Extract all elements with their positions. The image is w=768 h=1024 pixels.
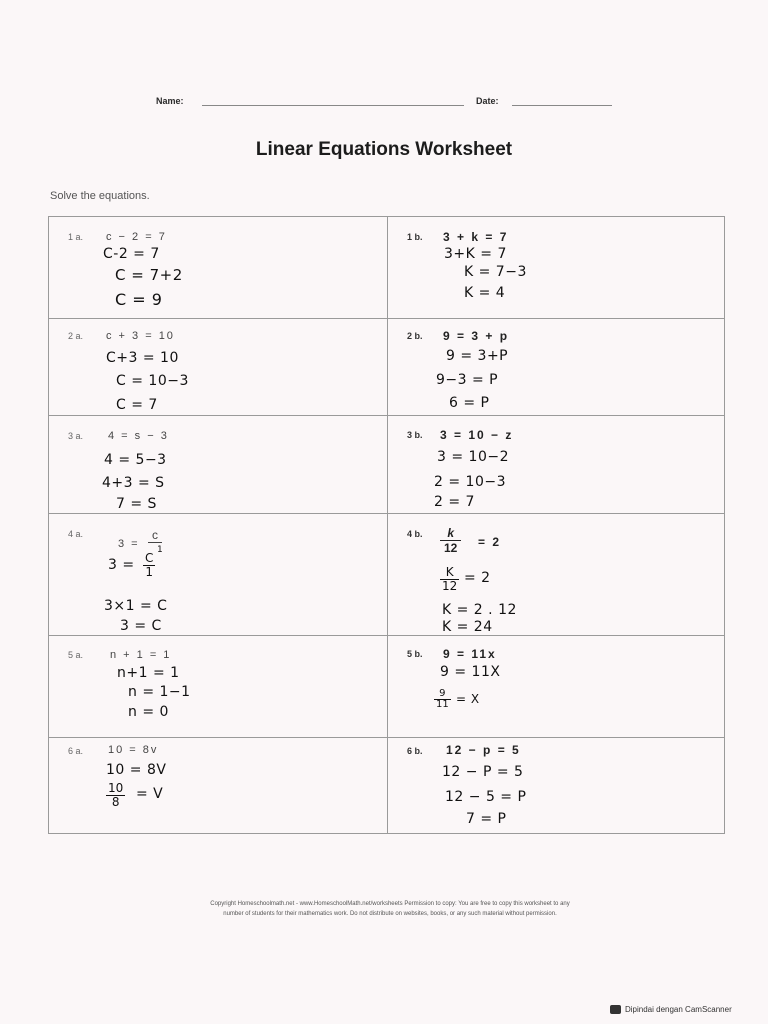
date-line [512,105,612,106]
grid-row-line [48,737,725,738]
camscanner-logo-icon [610,1005,621,1014]
problem-label: 4 b. [407,529,423,539]
equation-fraction [148,528,162,543]
problem-label: 6 a. [68,746,84,756]
handwritten-step: 3+K = 7 [444,246,507,262]
problem-label: 4 a. [68,529,84,539]
grid-divider [387,216,388,834]
handwritten-step: = V [136,786,164,802]
handwritten-step: 2 = 7 [434,494,475,510]
problem-equation: c + 3 = 10 [106,330,175,342]
problem-equation: n + 1 = 1 [110,649,172,661]
grid-row-line [48,415,725,416]
problem-label: 5 a. [68,650,84,660]
problem-label: 3 a. [68,431,84,441]
problem-label: 1 a. [68,232,84,242]
fraction-numerator: C [145,551,154,565]
problem-label: 6 b. [407,746,423,756]
fraction-numerator: 9 [434,689,451,700]
handwritten-fraction [440,566,459,593]
instructions: Solve the equations. [50,190,150,202]
handwritten-step: 9 = 11X [440,664,501,680]
handwritten-step: 9−3 = P [436,372,499,388]
handwritten-step: 3 = 10−2 [437,449,509,465]
handwritten-step: 3×1 = C [104,598,168,614]
handwritten-step: K = 24 [442,619,493,635]
equation-fraction [440,526,461,555]
handwritten-step: 7 = P [466,811,507,827]
problem-label: 5 b. [407,649,423,659]
problem-equation: 10 = 8v [108,744,159,756]
handwritten-step: 3 = C [120,618,162,634]
fraction-numerator: k [440,526,461,541]
problem-equation: 9 = 11x [443,647,497,661]
handwritten-step: 4+3 = S [102,475,165,491]
handwritten-step: 2 = 10−3 [434,474,506,490]
handwritten-step: K = 4 [464,285,506,301]
problem-equation: 3 + k = 7 [443,230,509,244]
date-label: Date: [476,96,499,106]
problem-equation: 9 = 3 + p [443,329,510,343]
name-line [202,105,464,106]
handwritten-superscript: 1 [157,545,164,555]
problem-label: 3 b. [407,430,423,440]
fraction-denominator: 11 [436,699,449,710]
handwritten-fraction [143,552,155,579]
copyright-notice [90,899,690,919]
problem-label: 2 a. [68,331,84,341]
handwritten-step: C+3 = 10 [106,350,179,366]
copyright-line: number of students for their mathematics work. Do not distribute on websites, books, or any such material without permission. [223,911,557,917]
page-title: Linear Equations Worksheet [255,139,513,160]
handwritten-fraction [434,689,451,710]
handwritten-step: = 2 [464,570,491,586]
handwritten-step: C = 9 [115,290,163,309]
handwritten-step: 12 − 5 = P [445,789,527,805]
handwritten-step: C = 10−3 [116,373,189,389]
fraction-numerator: 10 [108,781,124,795]
fraction-denominator: 8 [111,795,120,809]
handwritten-step: = X [456,692,480,706]
handwritten-fraction [106,782,125,809]
handwritten-step: 3 = [108,557,135,573]
grid-row-line [48,635,725,636]
handwritten-step: C-2 = 7 [103,246,160,262]
problem-equation: 4 = s − 3 [108,430,169,442]
handwritten-step: 6 = P [449,395,490,411]
problem-equation-rhs: = 2 [478,535,502,549]
problem-equation: c − 2 = 7 [106,231,167,243]
handwritten-step: C = 7 [116,397,158,413]
handwritten-step: n = 0 [128,704,169,720]
fraction-denominator: 12 [442,579,458,593]
fraction-numerator: c [148,528,162,543]
problem-equation: 3 = [118,538,140,550]
copyright-line: Copyright Homeschoolmath.net - www.HomeschoolMath.net/worksheets Permission to copy: You are free to copy this worksheet to any [210,901,570,907]
fraction-denominator: 12 [444,541,458,555]
handwritten-step: K = 7−3 [464,264,527,280]
handwritten-step: 4 = 5−3 [104,452,167,468]
handwritten-step: 10 = 8V [106,762,167,778]
fraction-denominator: 1 [145,565,154,579]
camscanner-watermark [610,1005,732,1014]
handwritten-step: K = 2 . 12 [442,602,517,618]
handwritten-step: 7 = S [116,496,157,512]
handwritten-step: C = 7+2 [115,266,183,284]
problem-equation: 3 = 10 − z [440,428,514,442]
camscanner-label: Dipindai dengan CamScanner [625,1005,732,1014]
name-label: Name: [156,96,184,106]
handwritten-step: 12 − P = 5 [442,764,524,780]
handwritten-step: n+1 = 1 [117,665,180,681]
handwritten-step: 9 = 3+P [446,348,509,364]
handwritten-step: n = 1−1 [128,684,191,700]
problem-label: 2 b. [407,331,423,341]
problem-label: 1 b. [407,232,423,242]
grid-row-line [48,318,725,319]
grid-row-line [48,513,725,514]
fraction-numerator: K [440,566,459,580]
problem-equation: 12 − p = 5 [446,743,521,757]
